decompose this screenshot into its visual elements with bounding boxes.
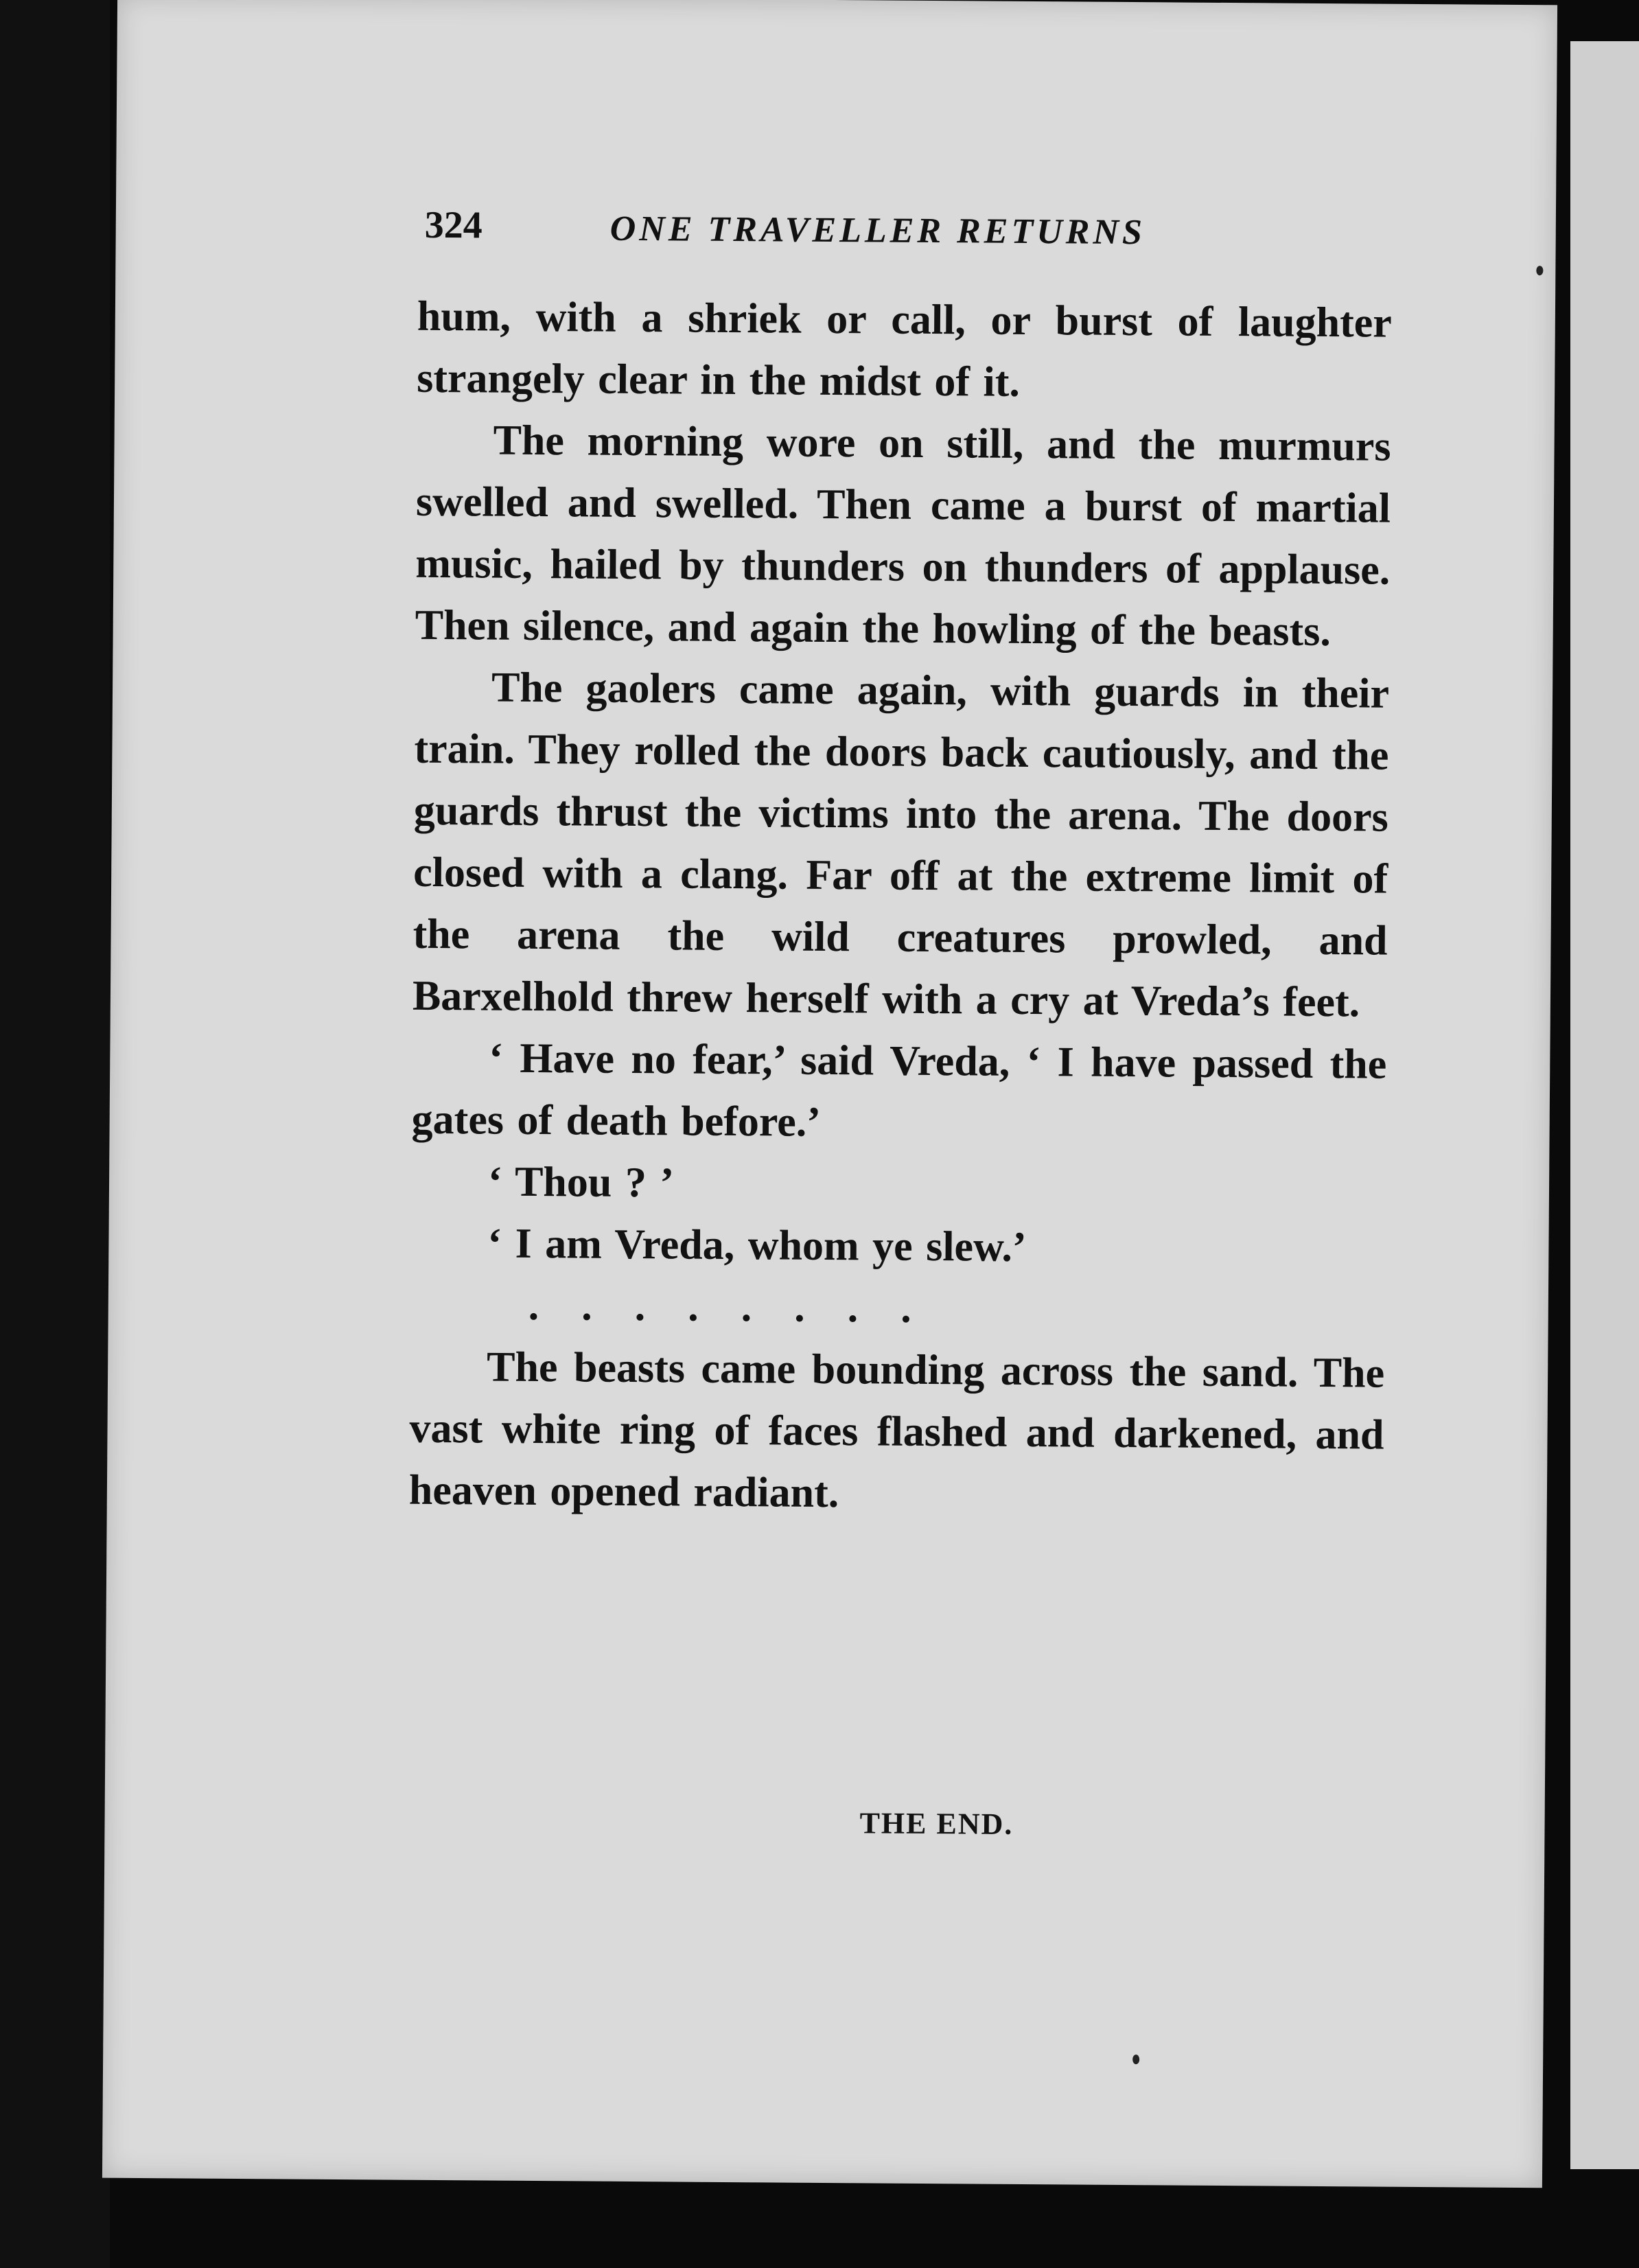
paragraph: hum, with a shriek or call, or burst of laughter strangely clear in the midst of it. [417, 292, 1393, 406]
facing-page-edge [1570, 41, 1639, 2169]
paragraph: ‘ Thou ? ’ [487, 1158, 675, 1207]
page-header [424, 203, 1338, 271]
book-page [102, 0, 1557, 2188]
ink-speck [1536, 266, 1543, 275]
ellipsis-row: . . . . . . . . [528, 1282, 912, 1332]
paragraph: The morning wore on still, and the murmurs swelled and swelled. Then came a burst of martial music, hailed by thunders on thunders of applause. Then silence, and again the howling of the beasts. [415, 417, 1391, 656]
paragraph: The gaolers came again, with guards in their train. They rolled the doors back cautiously, and the guards thrust the victims into the arena. The doors closed with a clang. Far off at the extreme limit of the arena the wild creatures prowled, and Barxelhold threw herself with a cry at Vreda’s feet. [412, 664, 1390, 1026]
paragraph: The beasts came bounding across the sand. The vast white ring of faces flashed and darkened, and heaven opened radiant. [408, 1343, 1385, 1517]
paragraph: ‘ Have no fear,’ said Vreda, ‘ I have passed the gates of death before.’ [411, 1034, 1387, 1146]
ink-speck [1132, 2055, 1139, 2064]
the-end-label: THE END. [859, 1806, 1014, 1841]
paragraph: ‘ I am Vreda, whom ye slew.’ [487, 1220, 1027, 1271]
running-head: ONE TRAVELLER RETURNS [609, 209, 1146, 253]
body-text [409, 286, 1393, 1528]
scan-left-margin [0, 0, 110, 2268]
page-number: 324 [424, 203, 483, 247]
